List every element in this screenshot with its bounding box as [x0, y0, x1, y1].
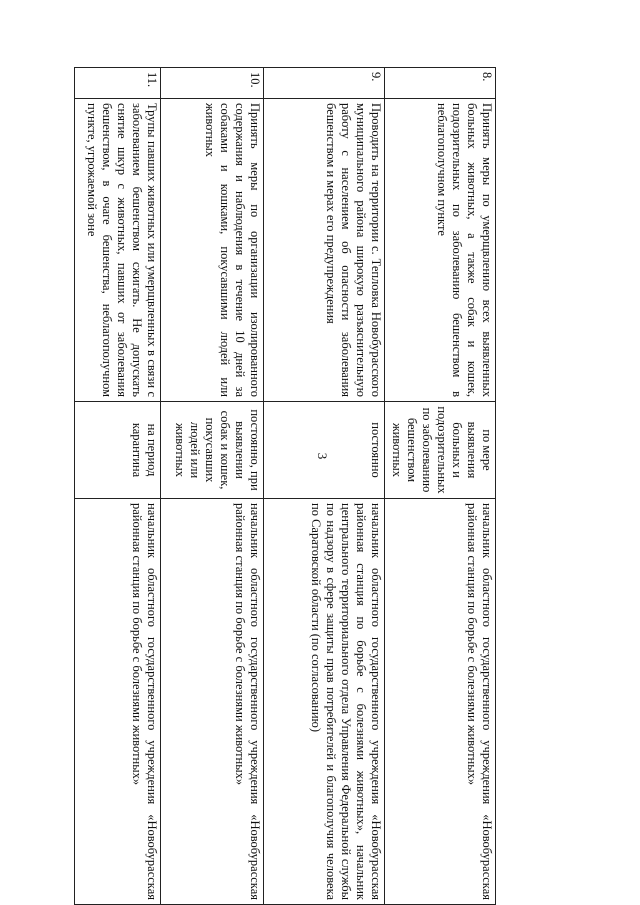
page-number: 3 — [315, 452, 330, 460]
term-text: по мере выявления больных и подозрительных по заболеванию бешенством животных — [385, 402, 496, 499]
measure-text: Принять меры по организации изолированного содержания и наблюдения в течение 10 дней за собаками и кошками, покусавшими людей или животных — [161, 99, 264, 402]
table-row — [385, 68, 496, 905]
term-text: на период карантина — [75, 402, 161, 499]
responsible-text: начальник областного государственного учреждения «Новобурасская районная станция по борьбе с болезнями животных» — [75, 499, 161, 905]
measure-text: Проводить на территории с. Тепловка Новобурасского муниципального района широкую разъяснительную работу с населением об опасности заболевания бешенством и мерах его предупреждения — [263, 99, 384, 402]
responsible-text: начальник областного государственного учреждения «Новобурасская районная станция по борьбе с болезнями животных» — [161, 499, 264, 905]
measure-text: Трупы павших животных или умерщвленных в связи с заболеванием бешенством сжигать. Не допускать снятие шкур с животных, павших от заболевания бешенством, в очаге бешенства, неблагополучном пункте, угрожаемой зоне — [75, 99, 161, 402]
rotated-table-container — [74, 67, 496, 905]
term-text: постоянно, при выявлении собак и кошек, покусавших людей или животных — [161, 402, 264, 499]
row-number: 8. — [385, 68, 496, 99]
table-row — [161, 68, 264, 905]
row-number: 9. — [263, 68, 384, 99]
row-number: 11. — [75, 68, 161, 99]
measures-table — [74, 67, 496, 905]
measure-text: Принять меры по умерщвлению всех выявленных больных животных, а также собак и кошек, подозрительных по заболеванию бешенством в неблагополучном пункте — [385, 99, 496, 402]
row-number: 10. — [161, 68, 264, 99]
table-row — [263, 68, 384, 905]
table-row — [75, 68, 161, 905]
term-text: постоянно — [263, 402, 384, 499]
responsible-text: начальник областного государственного учреждения «Новобурасская районная станция по борьбе с болезнями животных» — [385, 499, 496, 905]
responsible-text: начальник областного государственного учреждения «Новобурасская районная станция по борьбе с болезнями животных», начальник центрального территориального отдела Управления Федеральной службы по надзору в сфере защиты прав потребителей и благополучия человека по Саратовской области (по согласованию) — [263, 499, 384, 905]
